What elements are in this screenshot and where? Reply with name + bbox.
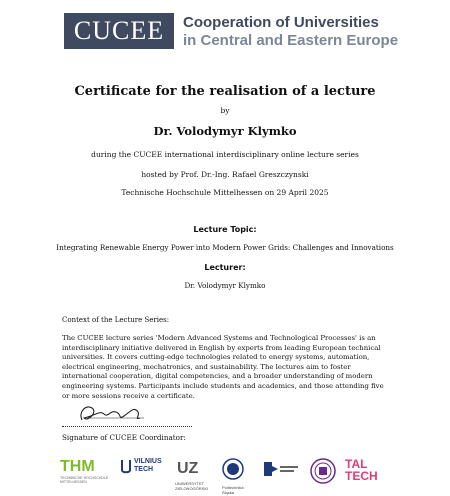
upb-seal-icon [306,458,340,484]
org-name-line2: in Central and Eastern Europe [183,32,399,49]
taltech-line1: TAL [345,457,368,471]
signature-label: Signature of CUCEE Coordinator: [62,433,186,442]
signature-line [62,426,192,427]
host-line: hosted by Prof. Dr.-Ing. Rafael Greszczynski [141,170,309,179]
context-body: The CUCEE lecture series 'Modern Advanced Systems and Technological Processes' is an interdisciplinary initiative delivered in English by experts from leading European technical universities. It covers cutting-edge technologies related to energy systems, automation, electrical engineering, mechatronics, and sustainability. The lectures aim to foster international cooperation, digital competencies, and a broader understanding of modern engineering systems. Participants include students and academics, and those attending five or more sessions receive a certificate. [62,334,384,400]
lecturer-heading: Lecturer: [204,263,246,272]
thm-logo-text: THM [60,458,95,475]
politechnika-slaska-logo [222,458,252,495]
series-line: during the CUCEE international interdisciplinary online lecture series [91,150,359,159]
lecturer-name: Dr. Volodymyr Klymko [184,281,266,290]
svg-text:UZ: UZ [177,460,199,476]
vilnius-tech-logo [120,458,168,488]
uz-icon [175,458,205,476]
context-heading: Context of the Lecture Series: [62,316,170,324]
org-name-line1: Cooperation of Universities [183,14,379,31]
topic-text: Integrating Renewable Energy Power into Modern Power Grids: Challenges and Innovations [56,243,394,252]
by-text: by [220,106,230,115]
recipient-name: Dr. Volodymyr Klymko [153,124,297,138]
thm-logo [60,458,112,488]
institution-date-line: Technische Hochschule Mittelhessen on 29 April 2025 [121,188,329,197]
thm-logo-subtitle: TECHNISCHE HOCHSCHULE MITTELHESSEN [60,476,109,484]
uz-logo [175,458,215,491]
technical-university-logo [260,458,302,488]
tech-university-icon [260,458,300,480]
vilnius-tech-icon [120,458,132,474]
taltech-line2: TECH [345,469,378,483]
upb-logo [306,458,342,488]
vilnius-tech-text: VILNIUS TECH [134,458,162,473]
topic-heading: Lecture Topic: [193,225,257,234]
signature-image [74,398,154,428]
cucee-logo: CUCEE [64,13,174,49]
taltech-logo [345,458,385,488]
politechnika-seal-icon [222,458,244,480]
politechnika-text: Politechnika Śląska [222,485,244,495]
certificate-title: Certificate for the realisation of a lecture [74,84,376,99]
uz-subtitle: UNIWERSYTET ZIELONOGÓRSKI [175,481,209,491]
